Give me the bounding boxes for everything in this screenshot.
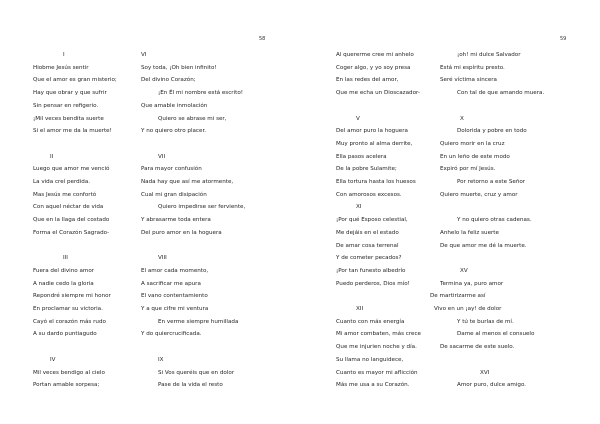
poem-line: Forma el Corazón Sagrado- bbox=[33, 229, 110, 236]
left-page-number: 58 bbox=[259, 36, 266, 42]
poem-line: Portan amable sorpesa; bbox=[33, 382, 100, 389]
poem-line: La vida creí perdida. bbox=[33, 179, 91, 185]
poem-line: Soy toda, ¡Oh bien infinito! bbox=[141, 64, 217, 71]
poem-line: El vano contentamiento bbox=[141, 293, 208, 300]
poem-line: El amor cada momento, bbox=[141, 267, 209, 274]
poem-line: III bbox=[63, 255, 68, 262]
poem-line: XI bbox=[356, 204, 362, 211]
poem-line: Quiero muerte, cruz y amor bbox=[440, 191, 518, 198]
poem-line: Más me usa a su Corazón. bbox=[336, 382, 410, 389]
poem-line: Ella pasos acelera bbox=[336, 153, 387, 160]
poem-line: Cual mi gran disipación bbox=[141, 191, 207, 198]
poem-line: Y do quiercrucificada. bbox=[141, 331, 202, 338]
poem-line: ¡Por tan funesto albedrío bbox=[336, 267, 406, 274]
poem-line: A nadie cedo la gloria bbox=[33, 280, 94, 287]
poem-line: Con aquel néctar de vida bbox=[33, 204, 104, 211]
poem-line: ¡Por qué Esposo celestial, bbox=[336, 217, 408, 224]
poem-line: Y tú te burlas de mí. bbox=[457, 318, 514, 325]
poem-line: Luego que amor me venció bbox=[33, 166, 110, 173]
poem-line: Sin pensar en refigerio. bbox=[33, 102, 99, 109]
poem-line: Que el amor es gran misterio; bbox=[33, 77, 117, 84]
poem-line: Y a que cifre mi ventura bbox=[141, 306, 209, 312]
poem-line: Fuera del divino amor bbox=[33, 267, 95, 274]
poem-line: Pase de la vida el resto bbox=[158, 382, 223, 389]
poem-line: ¡oh! mi dulce Salvador bbox=[457, 52, 521, 58]
poem-line: Hay que obrar y que sufrir bbox=[33, 90, 107, 97]
poem-line: Cuanto es mayor mi aflicción bbox=[336, 369, 418, 376]
poem-line: De amar cosa terrenal bbox=[336, 242, 399, 249]
poem-line: IX bbox=[158, 356, 164, 363]
poem-line: Si Vos queréis que en dolor bbox=[158, 369, 235, 376]
poem-line: Con tal de que amando muera. bbox=[457, 90, 545, 97]
poem-line: Quiero morir en la cruz bbox=[440, 140, 505, 147]
poem-line: En un leño de este modo bbox=[440, 153, 510, 160]
poem-line: II bbox=[50, 153, 54, 160]
poem-line: De martirizarme así bbox=[430, 293, 486, 300]
poem-line: De que amor me dé la muerte. bbox=[440, 242, 527, 249]
poem-line: En verme siempre humillada bbox=[158, 318, 239, 325]
poem-line: De sacarme de este suelo. bbox=[440, 344, 515, 351]
poem-line: Al quererme cree mi anhelo bbox=[336, 52, 414, 58]
poem-line: Quiero impedirse ser ferviente, bbox=[158, 204, 246, 211]
poem-line: A su dardo puntiagudo bbox=[33, 331, 97, 338]
poem-line: Vivo en un ¡ay! de dolor bbox=[434, 306, 502, 312]
poem-line: Hiobme Jesús sentir bbox=[33, 64, 89, 71]
poem-line: Su llama no languidece, bbox=[336, 356, 404, 363]
poem-line: En proclamar su victoria. bbox=[33, 306, 103, 312]
poem-line: Quiero se abrase mi ser, bbox=[158, 115, 227, 122]
poem-line: VI bbox=[141, 52, 147, 58]
poem-line: Mas Jesús me confortó bbox=[33, 191, 97, 198]
poem-line: Si el amor me da la muerte! bbox=[33, 128, 112, 135]
poem-line: Que me echa un Dioscazador- bbox=[336, 90, 420, 97]
poem-line: Ella tortura hasta los huesos bbox=[336, 179, 416, 185]
poem-line: De la pobre Sulamite; bbox=[336, 166, 397, 173]
poem-line: A sacrificar me apura bbox=[141, 280, 201, 287]
poem-line: I bbox=[63, 52, 65, 58]
poem-line: VII bbox=[158, 153, 166, 160]
poem-line: Repondré siempre mi honor bbox=[33, 293, 111, 300]
poem-line: VIII bbox=[158, 255, 167, 262]
poem-line: Amor puro, dulce amigo. bbox=[457, 382, 527, 389]
right-page-number: 59 bbox=[560, 36, 567, 42]
poem-line: Seré víctima sincera bbox=[440, 77, 497, 84]
poem-line: V bbox=[356, 115, 360, 122]
poem-line: Del divino Corazón; bbox=[141, 77, 196, 84]
poem-line: XII bbox=[356, 306, 364, 312]
poem-line: Coger algo, y yo soy presa bbox=[336, 64, 411, 71]
poem-line: Y no quiero otro placer. bbox=[141, 128, 207, 135]
poem-line: Anhelo la feliz suerte bbox=[440, 229, 499, 236]
poem-line: Cayó el corazón más rudo bbox=[33, 318, 106, 325]
poem-line: Y de cometer pecados? bbox=[336, 255, 402, 262]
poem-line: X bbox=[460, 115, 464, 122]
poem-line: Dame al menos el consuelo bbox=[457, 331, 535, 338]
poem-line: Que en la llaga del costado bbox=[33, 217, 110, 224]
poem-line: Del amor puro la hoguera bbox=[336, 128, 408, 135]
poem-line: Me dejáis en el estado bbox=[336, 229, 399, 236]
poem-line: Y no quiero otras cadenas. bbox=[457, 217, 532, 224]
poem-line: Mi amor combaten, más crece bbox=[336, 331, 421, 338]
poem-line: Puedo perderos, Dios mío! bbox=[336, 280, 410, 287]
poem-line: ¡En Él mi nombre está escrito! bbox=[158, 90, 244, 97]
poem-line: En las redes del amor, bbox=[336, 77, 399, 84]
poem-line: IV bbox=[50, 356, 56, 363]
poem-line: Termina ya, puro amor bbox=[440, 280, 504, 287]
poem-line: Para mayor confusión bbox=[141, 166, 202, 173]
poem-line: Que me injurien noche y día. bbox=[336, 344, 417, 351]
poem-line: Y abrasarme toda entera bbox=[141, 217, 211, 224]
poem-line: Que amable inmolación bbox=[141, 102, 208, 109]
poem-line: Cuanto con más energía bbox=[336, 318, 405, 325]
poem-line: XV bbox=[460, 267, 468, 274]
poem-line: Con amorosos excesos. bbox=[336, 191, 402, 198]
poem-line: Nada hay que así me atormente, bbox=[141, 179, 234, 185]
poem-line: Expiró por mí Jesús. bbox=[440, 166, 496, 173]
poem-line: Mil veces bendigo al cielo bbox=[33, 369, 105, 376]
poem-line: Muy pronto al alma derrite, bbox=[336, 140, 413, 147]
poem-line: Por retorno a este Señor bbox=[457, 179, 526, 185]
poem-line: ¡Mil veces bendita suerte bbox=[33, 115, 104, 122]
poem-line: XVI bbox=[480, 369, 490, 376]
poem-line: Dolorida y pobre en todo bbox=[457, 128, 527, 135]
poem-line: Está mi espíritu presto. bbox=[440, 64, 505, 71]
poem-line: Del puro amor en la hoguera bbox=[141, 229, 222, 236]
